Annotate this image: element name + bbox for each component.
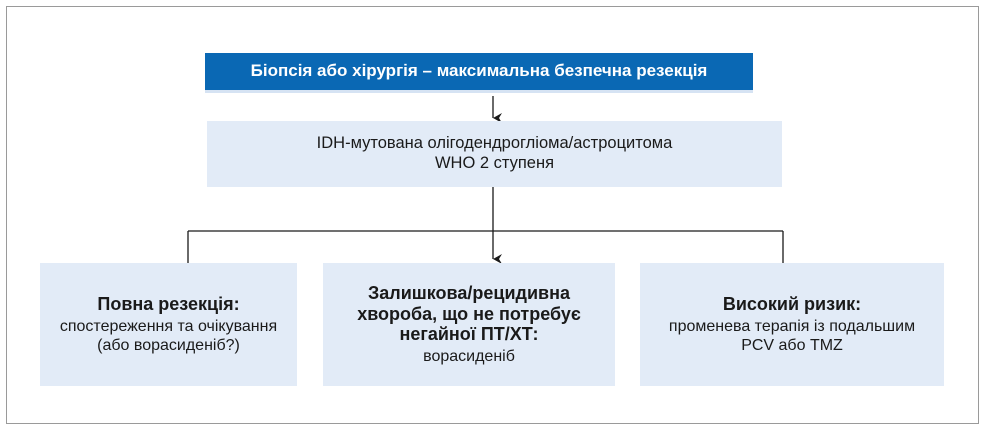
branch-2-heading-line-3: негайної ПТ/ХТ: bbox=[399, 324, 539, 345]
branch-2-heading-line-2: хвороба, що не потребує bbox=[357, 303, 581, 324]
branch-box-complete-resection bbox=[40, 263, 297, 386]
branch-3-line-1: променева терапія із подальшим bbox=[668, 317, 916, 335]
branch-1-line-1: спостереження та очікування bbox=[59, 317, 278, 335]
branch-2-line-1: ворасиденіб bbox=[423, 347, 515, 365]
branch-2-heading-line-1: Залишкова/рецидивна bbox=[368, 282, 570, 303]
middle-box-line-1: IDH-мутована олігодендрогліома/астроцитома bbox=[316, 134, 673, 153]
top-box-label: Біопсія або хірургія – максимальна безпечна резекція bbox=[250, 61, 708, 81]
branch-box-high-risk bbox=[640, 263, 944, 386]
top-box-biopsy-resection bbox=[205, 53, 753, 93]
branch-1-line-2: (або ворасиденіб?) bbox=[97, 336, 240, 354]
middle-box-diagnosis bbox=[207, 121, 782, 187]
branch-1-heading: Повна резекція: bbox=[97, 293, 240, 314]
branch-box-residual-disease bbox=[323, 263, 615, 386]
middle-box-line-2: WHO 2 ступеня bbox=[434, 154, 555, 172]
branch-3-heading: Високий ризик: bbox=[722, 293, 862, 314]
branch-3-line-2: PCV або TMZ bbox=[741, 336, 843, 354]
